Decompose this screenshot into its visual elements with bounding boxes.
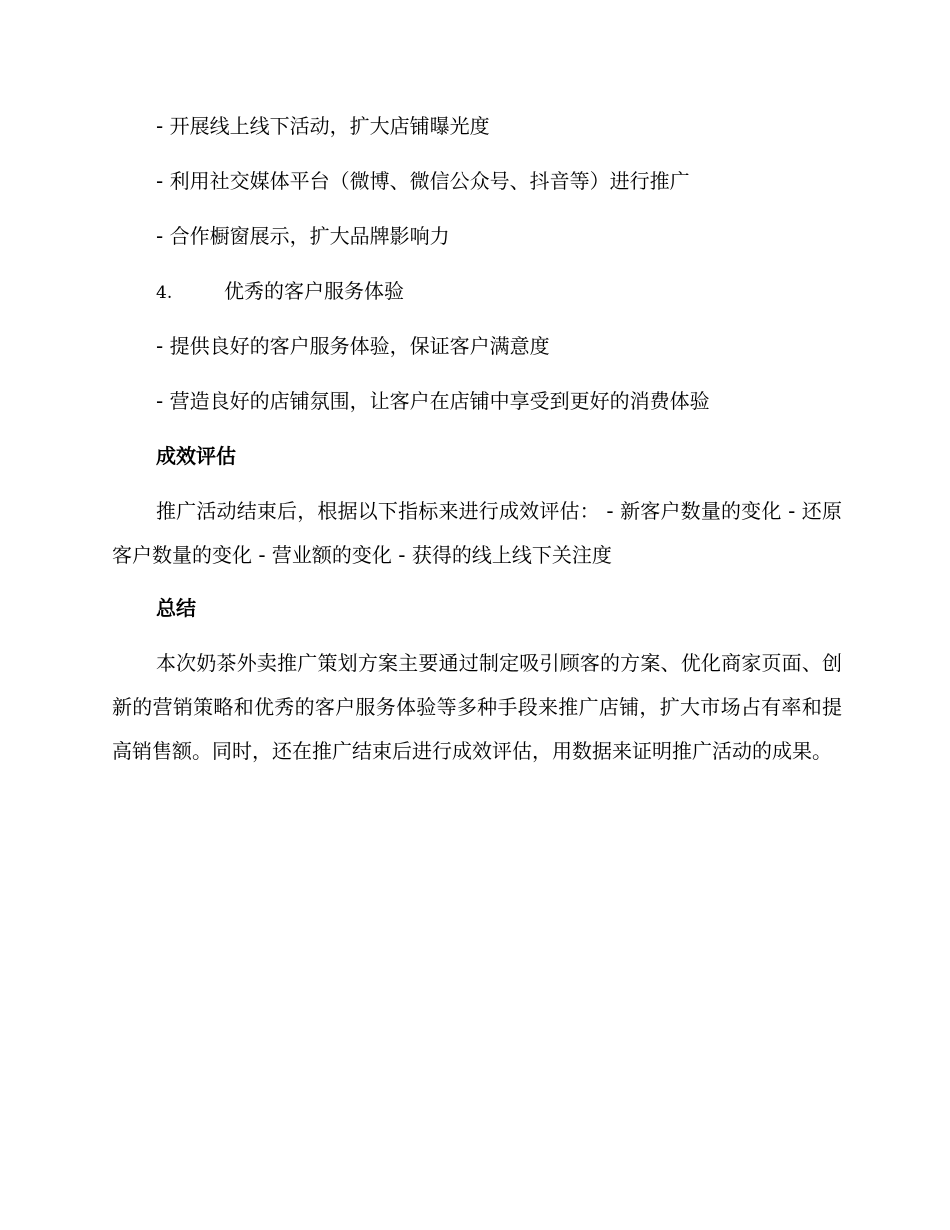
bullet-service-experience: - 提供良好的客户服务体验，保证客户满意度 bbox=[156, 334, 550, 358]
bullet-store-atmosphere: - 营造良好的店铺氛围，让客户在店铺中享受到更好的消费体验 bbox=[156, 389, 710, 413]
section-heading-summary: 总结 bbox=[156, 596, 196, 620]
evaluation-paragraph: 推广活动结束后，根据以下指标来进行成效评估： - 新客户数量的变化 - 还原客户数量的变化 - 营业额的变化 - 获得的线上线下关注度 bbox=[112, 499, 842, 567]
summary-paragraph: 本次奶茶外卖推广策划方案主要通过制定吸引顾客的方案、优化商家页面、创新的营销策略和优秀的客户服务体验等多种手段来推广店铺，扩大市场占有率和提高销售额。同时，还在推广结束后进行成效评估，用数据来证明推广活动的成果。 bbox=[112, 651, 842, 763]
section-heading-evaluation: 成效评估 bbox=[156, 444, 236, 468]
bullet-window-display: - 合作橱窗展示，扩大品牌影响力 bbox=[156, 224, 450, 248]
list-item-title: 优秀的客户服务体验 bbox=[224, 279, 404, 303]
bullet-online-offline: - 开展线上线下活动，扩大店铺曝光度 bbox=[156, 114, 490, 138]
bullet-social-media: - 利用社交媒体平台（微博、微信公众号、抖音等）进行推广 bbox=[156, 169, 690, 193]
list-item-4 bbox=[156, 277, 404, 307]
list-number: 4. bbox=[156, 283, 173, 303]
